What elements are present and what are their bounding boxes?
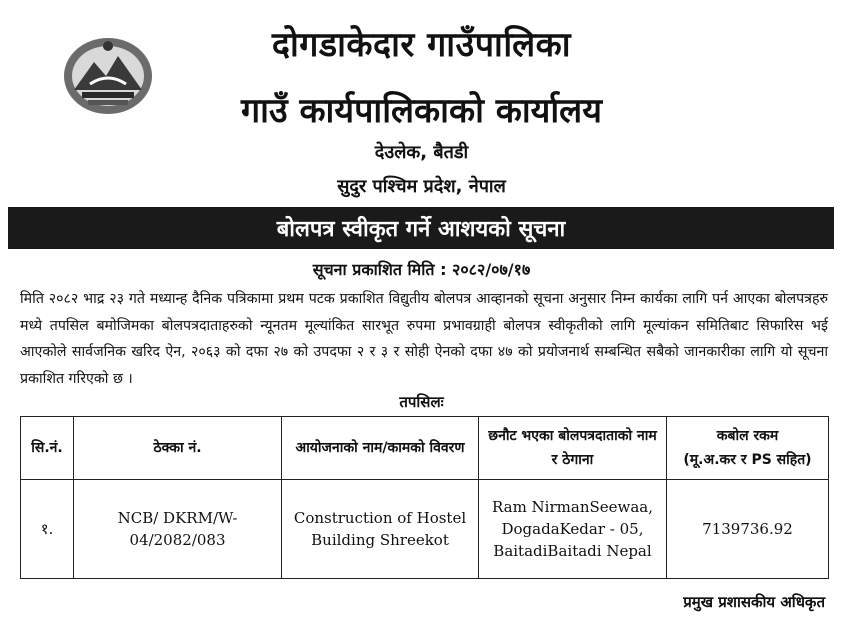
office-subtitle: गाउँ कार्यपालिकाको कार्यालय [241, 91, 602, 131]
header-project: आयोजनाको नाम/कामको विवरण [282, 417, 479, 480]
cell-project: Construction of Hostel Building Shreekot [282, 480, 479, 579]
cell-serial: १. [21, 480, 74, 579]
office-title: दोगडाकेदार गाउँपालिका [271, 25, 572, 65]
table-header-row [21, 417, 829, 480]
header-bidder: छनौट भएका बोलपत्रदाताको नाम र ठेगाना [479, 417, 667, 480]
address-line-1: देउलेक, बैतडी [374, 142, 469, 163]
table-row [21, 480, 829, 579]
published-date: सूचना प्रकाशित मिति : २०८२/०७/१७ [312, 260, 531, 279]
signoff-title: प्रमुख प्रशासकीय अधिकृत [683, 593, 825, 611]
address-line-2: सुदुर पश्चिम प्रदेश, नेपाल [337, 176, 506, 197]
notice-body: मिति २०८२ भाद्र २३ गते मध्यान्ह दैनिक पत्रिकामा प्रथम पटक प्रकाशित विद्युतीय बोलपत्र आव्हानको सूचना अनुसार निम्न कार्यका लागि पर्न आएका बोलपत्रहरु मध्ये तपसिल बमोजिमका बोलपत्रदाताहरुको न्यूनतम मूल्यांकित सारभूत रुपमा प्रभावग्राही बोलपत्र स्वीकृतीको लागि मूल्यांकन समितिबाट सिफारिस भई आएकोले सार्वजनिक खरिद ऐन, २०६३ को दफा २७ को उपदफा २ र ३ र सोही ऐनको दफा ४७ को प्रयोजनार्थ सम्बन्धित सबैको जानकारीका लागि यो सूचना प्रकाशित गरिएको छ । [20, 291, 828, 387]
details-label: तपसिलः [399, 393, 444, 411]
award-table [20, 416, 829, 579]
notice-heading-banner [8, 207, 834, 249]
cell-amount: 7139736.92 [667, 480, 829, 579]
header-amount-line2: (मू.अ.कर र PS सहित) [683, 452, 812, 468]
cell-bidder: Ram NirmanSeewaa, DogadaKedar - 05, BaitadiBaitadi Nepal [479, 480, 667, 579]
header-amount [667, 417, 829, 480]
header-amount-line1: कबोल रकम [716, 428, 779, 444]
header-contract: ठेक्का नं. [74, 417, 282, 480]
header-serial: सि.नं. [21, 417, 74, 480]
notice-heading: बोलपत्र स्वीकृत गर्ने आशयको सूचना [276, 217, 566, 242]
cell-contract: NCB/ DKRM/W-04/2082/083 [74, 480, 282, 579]
